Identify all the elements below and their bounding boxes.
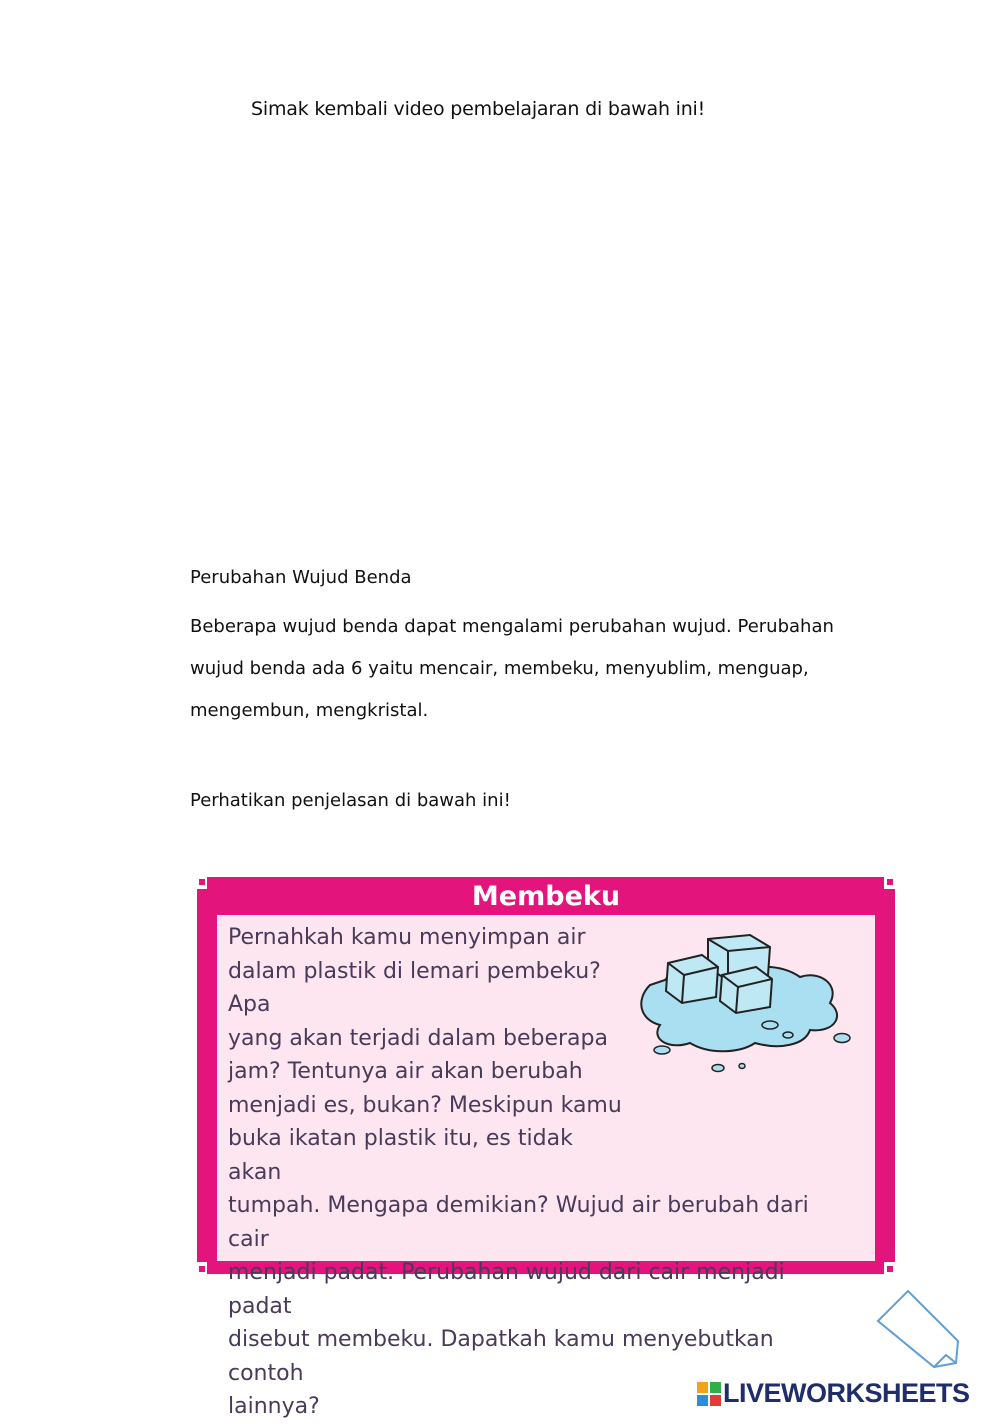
- paragraph-line: wujud benda ada 6 yaitu mencair, membeku, menyublim, menguap,: [190, 658, 809, 679]
- section-title: Perubahan Wujud Benda: [190, 567, 412, 588]
- card-line: menjadi es, bukan? Meskipun kamu: [228, 1092, 622, 1118]
- card-line: yang akan terjadi dalam beberapa: [228, 1025, 608, 1051]
- intro-paragraph: [190, 606, 850, 732]
- card-corner: [887, 1266, 893, 1272]
- brand-text: LIVEWORKSHEETS: [723, 1378, 970, 1408]
- intro-text: Simak kembali video pembelajaran di bawah ini!: [251, 98, 706, 120]
- card-line: jam? Tentunya air akan berubah: [228, 1059, 583, 1084]
- card-line: tumpah. Mengapa demikian? Wujud air berubah dari cair: [228, 1193, 809, 1252]
- ice-cubes-melting-icon: [630, 925, 860, 1080]
- card-line: Pernahkah kamu menyimpan air: [228, 925, 586, 950]
- card-line: buka ikatan plastik itu, es tidak akan: [228, 1126, 573, 1185]
- card-line: dalam plastik di lemari pembeku? Apa: [228, 958, 601, 1017]
- card-title: Membeku: [471, 881, 621, 912]
- instruction-text: Perhatikan penjelasan di bawah ini!: [190, 790, 511, 811]
- paragraph-line: Beberapa wujud benda dapat mengalami perubahan wujud. Perubahan: [190, 616, 834, 637]
- liveworksheets-brand: [697, 1378, 997, 1410]
- pencil-icon[interactable]: [870, 1285, 970, 1375]
- paragraph-line: mengembun, mengkristal.: [190, 700, 429, 721]
- card-line: menjadi padat. Perubahan wujud dari cair menjadi padat: [228, 1260, 785, 1319]
- card-line: lainnya?: [228, 1394, 320, 1419]
- card-line: disebut membeku. Dapatkah kamu menyebutkan contoh: [228, 1327, 774, 1386]
- card-corner: [199, 1266, 205, 1272]
- liveworksheets-logo-icon: [697, 1382, 721, 1406]
